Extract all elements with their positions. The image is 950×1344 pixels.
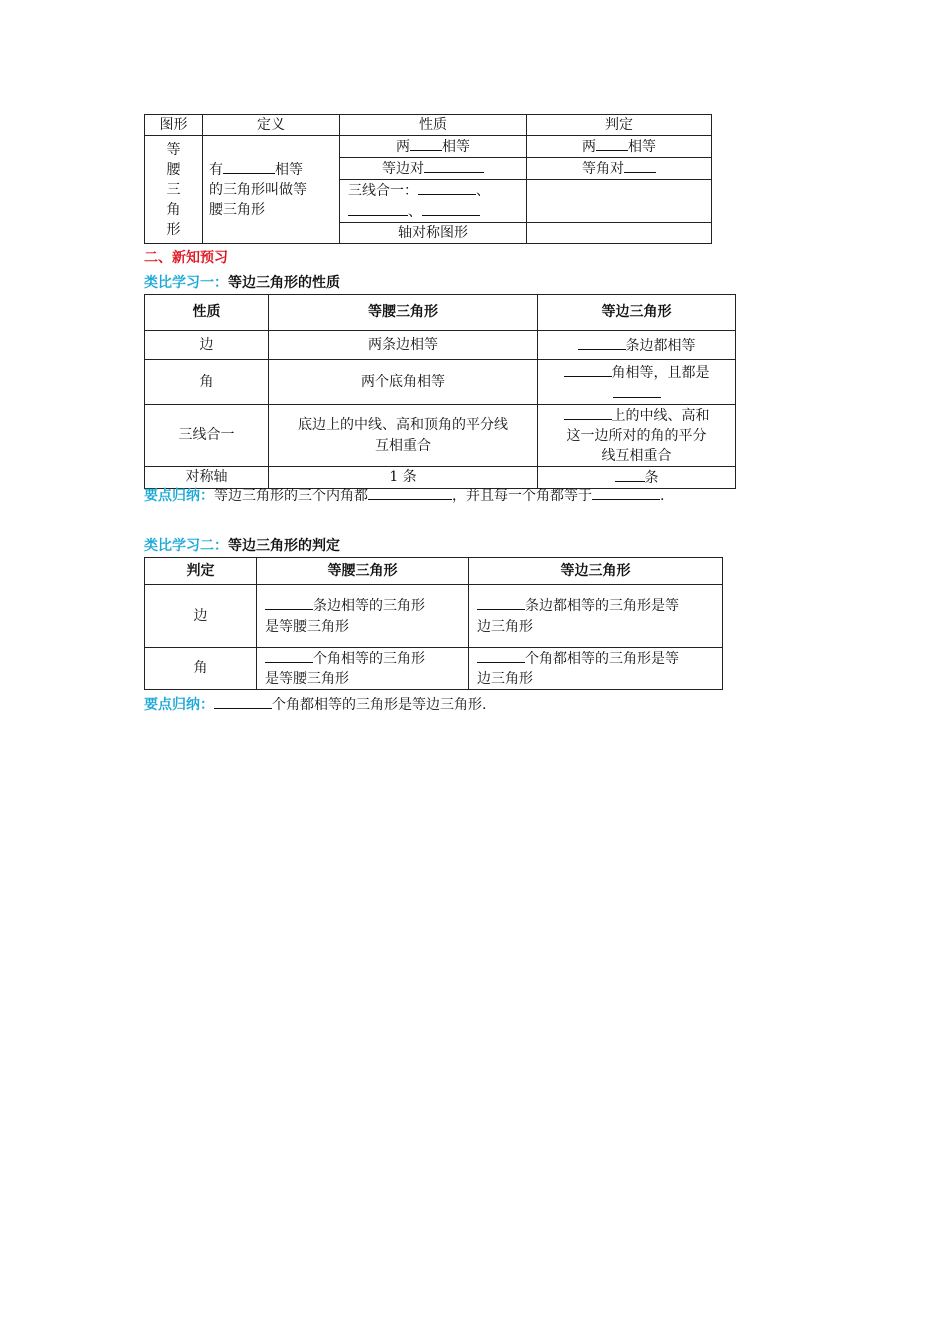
blank-equi-axis[interactable] — [615, 467, 645, 482]
shape-char: 形 — [166, 221, 181, 238]
summary1 — [144, 485, 664, 505]
blank-prop2[interactable] — [424, 158, 484, 173]
header-judgement: 判定 — [527, 115, 712, 136]
judge-iso-angles-b: 是等腰三角形 — [265, 671, 349, 687]
equi-lines-a: 上的中线、高和 — [611, 408, 710, 424]
judge-row-sides-iso — [257, 585, 469, 648]
shape-char: 腰 — [166, 161, 181, 178]
iso-lines-line1: 底边上的中线、高和顶角的平分线 — [298, 416, 508, 433]
blank-equi-sides[interactable] — [578, 335, 626, 350]
shape-char: 等 — [166, 141, 181, 158]
props-row-angles-equi — [538, 360, 736, 405]
header-shape: 图形 — [145, 115, 203, 136]
equi-lines-c: 线互相重合 — [601, 448, 672, 464]
judge-equi-angles-b: 边三角形 — [477, 671, 533, 687]
definition-line2: 的三角形叫做等 — [209, 182, 307, 198]
shape-name-vertical — [166, 140, 182, 240]
props-row-sides-equi — [538, 331, 736, 360]
equi-lines-b: 这一边所对的角的平分 — [566, 428, 707, 444]
prop3-text: 三线合一： — [348, 183, 418, 199]
section-title: 二、新知预习 — [144, 250, 228, 266]
judge-row-angles-name: 角 — [145, 648, 257, 690]
blank-prop3-a[interactable] — [418, 180, 476, 195]
study1-title: 等边三角形的性质 — [228, 275, 340, 291]
prop3-sep2: 、 — [408, 204, 422, 220]
blank-equi-angles[interactable] — [564, 362, 612, 377]
props-row-lines-iso — [269, 405, 538, 467]
blank-summary1-b[interactable] — [592, 485, 660, 500]
blank-judge-equi-angles[interactable] — [477, 648, 525, 663]
props-row-sides-iso: 两条边相等 — [269, 331, 538, 360]
judge-equi-sides-a: 条边都相等的三角形是等 — [525, 597, 679, 614]
blank-prop3-c[interactable] — [422, 201, 480, 216]
judge-equi-sides-b: 边三角形 — [477, 618, 533, 635]
study2-title: 等边三角形的判定 — [228, 538, 340, 554]
judge2-text: 等角对 — [582, 161, 624, 177]
definition-line1-suffix: 相等 — [275, 162, 303, 178]
summary1-label: 要点归纳： — [144, 488, 214, 504]
judge1-prefix: 两 — [582, 139, 596, 155]
isosceles-summary-table — [144, 114, 712, 244]
iso-lines-line2: 互相重合 — [375, 437, 431, 454]
blank-judge2[interactable] — [624, 158, 656, 173]
equi-axis-text: 条 — [644, 470, 659, 486]
study2-heading — [144, 537, 340, 555]
summary2-label: 要点归纳： — [144, 697, 214, 713]
judge-empty — [527, 180, 712, 223]
property-three-lines — [340, 180, 527, 223]
judge-equi-angles-a: 个角都相等的三角形是等 — [525, 651, 679, 667]
blank-definition[interactable] — [223, 159, 275, 174]
summary1-text-b: ，并且每一个角都等于 — [452, 488, 592, 504]
props-row-lines-name: 三线合一 — [145, 405, 269, 467]
judge-sides — [527, 136, 712, 158]
judge-empty-2 — [527, 223, 712, 244]
equi-sides-text: 条边都相等 — [625, 337, 696, 354]
judge-header-2: 等边三角形 — [469, 558, 723, 585]
definition-prefix: 有 — [209, 162, 223, 178]
blank-equi-angles-degree[interactable] — [613, 383, 661, 398]
properties-table — [144, 294, 736, 489]
prop1-suffix: 相等 — [442, 139, 470, 155]
judge-row-sides-equi — [469, 585, 723, 648]
study1-heading — [144, 274, 340, 292]
blank-judge-equi-sides[interactable] — [477, 595, 525, 610]
definition-cell — [203, 136, 340, 244]
judge-iso-sides-b: 是等腰三角形 — [265, 618, 349, 635]
judgement-table — [144, 557, 723, 690]
judge-iso-sides-a: 条边相等的三角形 — [313, 597, 425, 614]
props-row-lines-equi — [538, 405, 736, 467]
props-row-angles-iso: 两个底角相等 — [269, 360, 538, 405]
judge-header-0: 判定 — [145, 558, 257, 585]
header-property: 性质 — [340, 115, 527, 136]
prop2-text: 等边对 — [382, 161, 424, 177]
props-row-sides-name: 边 — [145, 331, 269, 360]
props-row-axis-iso: 1 条 — [269, 467, 538, 489]
judge-row-angles-iso — [257, 648, 469, 690]
prop3-sep1: 、 — [476, 183, 490, 199]
judge1-suffix: 相等 — [628, 139, 656, 155]
property-symmetry: 轴对称图形 — [340, 223, 527, 244]
equi-angles-text: 角相等，且都是 — [611, 365, 710, 381]
summary2-text: 个角都相等的三角形是等边三角形. — [272, 697, 487, 713]
summary1-text-a: 等边三角形的三个内角都 — [214, 488, 368, 504]
judge-row-angles-equi — [469, 648, 723, 690]
header-definition: 定义 — [203, 115, 340, 136]
judge-header-1: 等腰三角形 — [257, 558, 469, 585]
blank-prop3-b[interactable] — [348, 201, 408, 216]
study2-label: 类比学习二： — [144, 538, 228, 554]
props-header-2: 等边三角形 — [538, 295, 736, 331]
blank-prop1[interactable] — [410, 136, 442, 151]
blank-equi-lines[interactable] — [564, 405, 612, 420]
summary1-text-c: . — [660, 488, 665, 504]
props-header-0: 性质 — [145, 295, 269, 331]
property-sides — [340, 136, 527, 158]
shape-cell — [145, 136, 203, 244]
judge-row-sides-name: 边 — [145, 585, 257, 648]
blank-judge1[interactable] — [596, 136, 628, 151]
blank-judge-iso-angles[interactable] — [265, 648, 313, 663]
definition-line3: 腰三角形 — [209, 202, 265, 218]
summary2 — [144, 694, 486, 714]
study1-label: 类比学习一： — [144, 275, 228, 291]
judge-angles — [527, 158, 712, 180]
judge-iso-angles-a: 个角相等的三角形 — [313, 651, 425, 667]
prop1-prefix: 两 — [396, 139, 410, 155]
blank-summary2[interactable] — [214, 694, 272, 709]
props-header-1: 等腰三角形 — [269, 295, 538, 331]
props-row-axis-name: 对称轴 — [145, 467, 269, 489]
shape-char: 角 — [166, 201, 181, 218]
shape-char: 三 — [166, 181, 181, 198]
property-angles — [340, 158, 527, 180]
blank-judge-iso-sides[interactable] — [265, 595, 313, 610]
blank-summary1-a[interactable] — [368, 485, 452, 500]
props-row-angles-name: 角 — [145, 360, 269, 405]
